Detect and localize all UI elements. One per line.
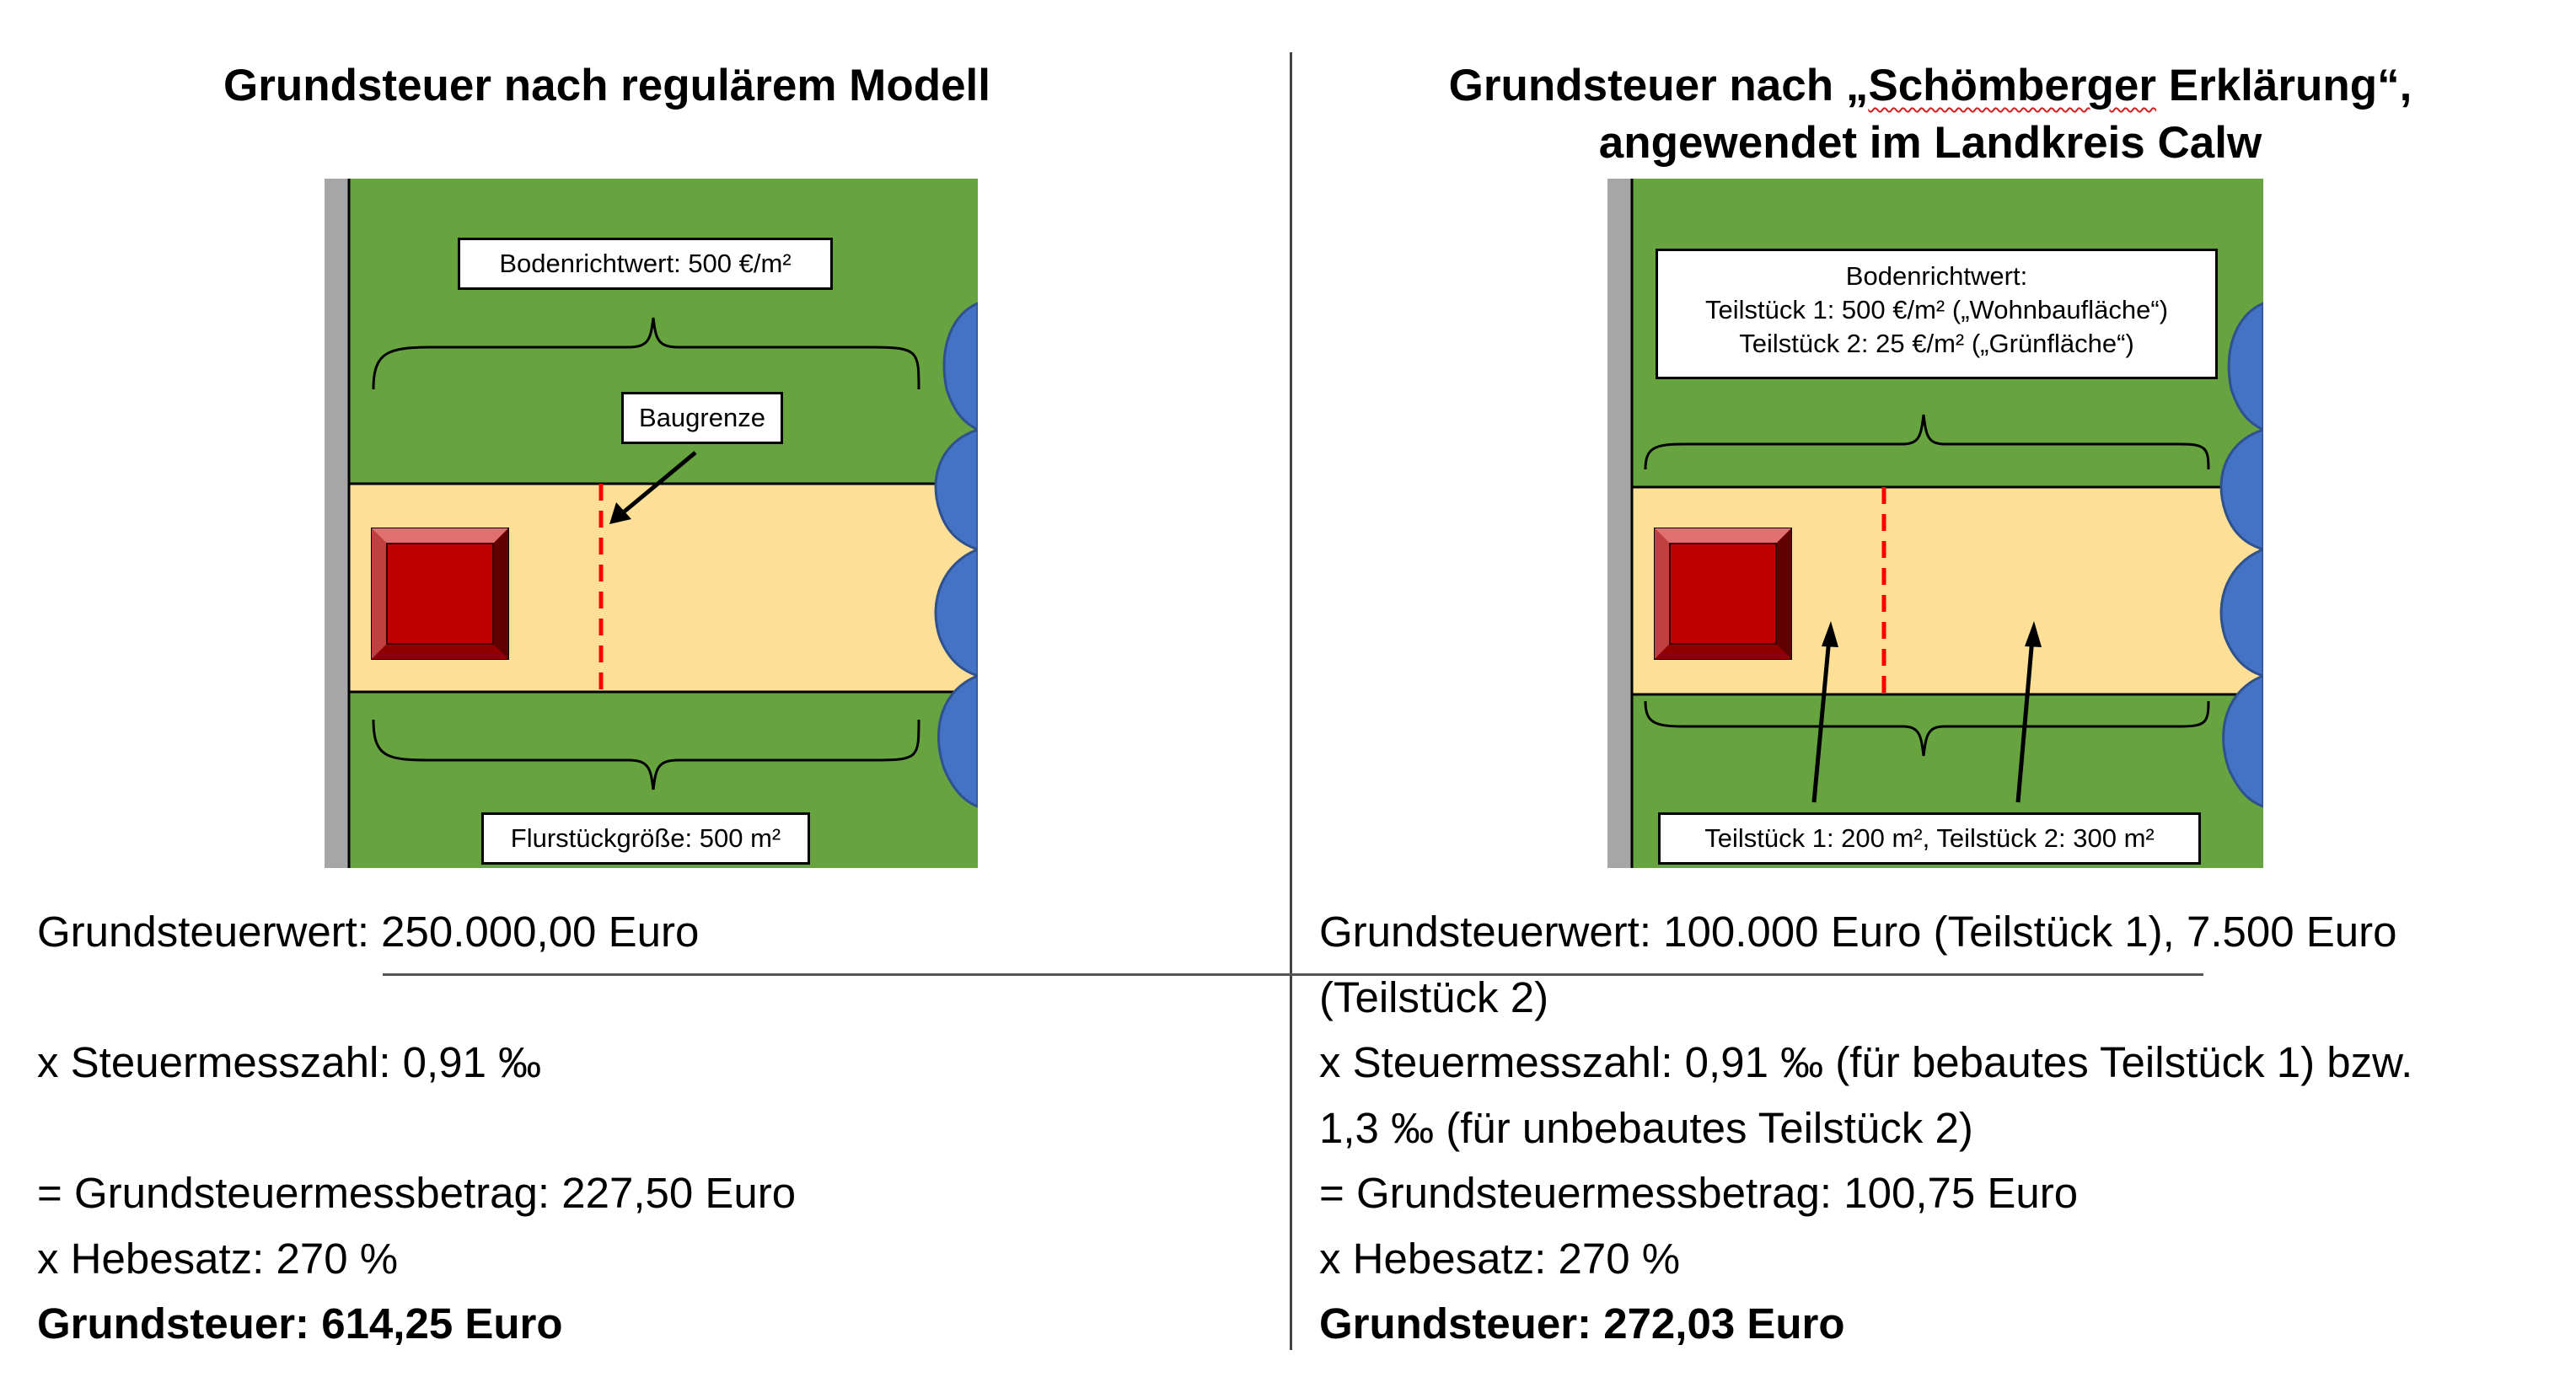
left-calc-line-2 xyxy=(37,965,1251,1031)
right-bodenrichtwert-label: Bodenrichtwert: Teilstück 1: 500 €/m² („Wohnbaufläche“) Teilstück 2: 25 €/m² („Grünfläche“) xyxy=(1656,249,2218,379)
right-title-highlighted-word: Schömberger xyxy=(1868,61,2156,110)
right-result: Grundsteuer: 272,03 Euro xyxy=(1319,1299,1845,1348)
right-plot-diagram xyxy=(1607,179,2263,868)
vertical-divider xyxy=(1290,52,1292,1350)
right-calc-line-2: (Teilstück 2) xyxy=(1319,972,1549,1021)
left-calc-line-4 xyxy=(37,1096,1251,1161)
road-strip xyxy=(325,179,349,868)
right-calculation xyxy=(1319,899,2567,1357)
right-calc-line-6: x Hebesatz: 270 % xyxy=(1319,1234,1681,1283)
right-calc-line-3: x Steuermesszahl: 0,91 ‰ (für bebautes Teilstück 1) bzw. xyxy=(1319,1038,2413,1086)
right-title xyxy=(1382,57,2478,172)
road-strip xyxy=(1607,179,1632,868)
left-title: Grundsteuer nach regulärem Modell xyxy=(223,61,991,110)
right-calc-line-1: Grundsteuerwert: 100.000 Euro (Teilstück 1), 7.500 Euro xyxy=(1319,908,2397,956)
right-title-prefix: Grundsteuer nach „ xyxy=(1448,61,1869,110)
right-title-suffix: Erklärung“, xyxy=(2156,61,2412,110)
left-calculation xyxy=(37,899,1251,1357)
right-title-line2: angewendet im Landkreis Calw xyxy=(1598,118,2262,168)
left-result: Grundsteuer: 614,25 Euro xyxy=(37,1299,563,1348)
baugrenze-label: Baugrenze xyxy=(621,392,783,444)
flurstueck-size-label: Flurstückgröße: 500 m² xyxy=(481,812,810,865)
house-icon xyxy=(372,528,508,659)
left-plot-diagram xyxy=(325,179,978,868)
teilstueck-size-label: Teilstück 1: 200 m², Teilstück 2: 300 m² xyxy=(1658,812,2201,865)
left-calc-line-5: = Grundsteuermessbetrag: 227,50 Euro xyxy=(37,1169,797,1217)
left-calc-line-1: Grundsteuerwert: 250.000,00 Euro xyxy=(37,908,700,956)
left-calc-line-3: x Steuermesszahl: 0,91 ‰ xyxy=(37,1038,542,1086)
right-calc-line-4: 1,3 ‰ (für unbebautes Teilstück 2) xyxy=(1319,1103,1973,1152)
right-calc-line-5: = Grundsteuermessbetrag: 100,75 Euro xyxy=(1319,1169,2079,1217)
left-calc-line-6: x Hebesatz: 270 % xyxy=(37,1234,399,1283)
left-bodenrichtwert-label: Bodenrichtwert: 500 €/m² xyxy=(458,238,833,290)
house-icon xyxy=(1655,528,1791,659)
